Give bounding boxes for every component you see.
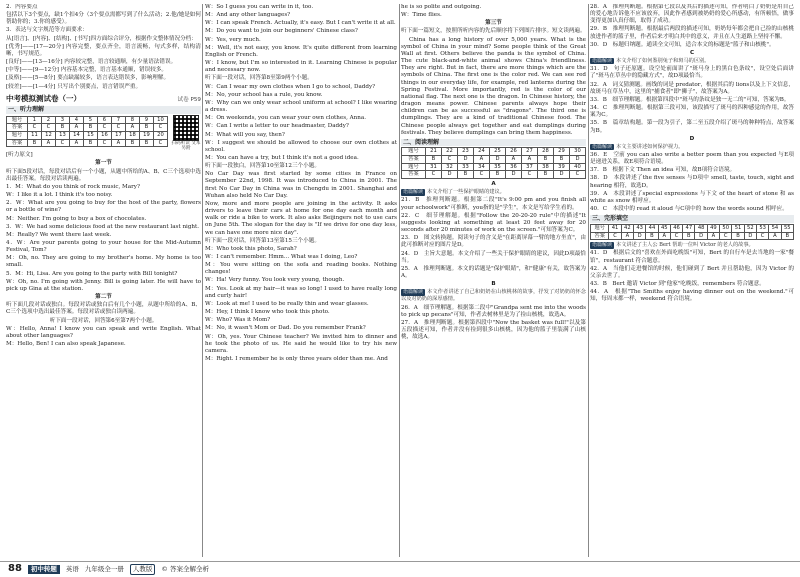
answer-cell: B [139,139,153,147]
answer-cell: 8 [125,116,139,124]
dialogue-line: No Car Day was first started by some cities in France on September 22nd, 1998. It was introduced to China in 2001. The first No Car Day in China was in Chengdu in 2001. Shanghai and Wuhan also held No Car Day. [205,171,397,199]
page-footer [0,561,800,577]
rubric-line: [良好]——[13—16分] 内容较完整，语言较通顺，有少量语法错误。 [6,59,177,66]
answer-cell: A [473,156,489,164]
answer-cell: 19 [139,131,153,139]
answer-cell: A [69,124,83,132]
dialogue-line: W：Oh, yes. Your Chinese teacher? We invited him to dinner and he took the photo of us. He said he would like to try his new camera. [205,333,397,354]
answer-cell: 40 [569,163,585,171]
table-row [7,116,168,124]
answer-cell: 7 [111,116,125,124]
section-1-desc: 听下面5段对话，每段对话后有一个小题，从题中所给的A、B、C三个选项中选出最佳答案。每段对话读两遍。 [6,168,201,182]
answer-cell: C [153,124,167,132]
answer-cell: A [769,232,781,240]
answer-cell: 52 [744,224,756,232]
answer-explanation: 41．D 根据后文的"喜欢在外面吃晚饭"可知，Bert 的自行车是去当地的一家"餐馆"，restaurant 符合题意。 [590,250,794,264]
test-title-row [6,94,201,104]
answer-cell: A [41,139,55,147]
answer-cell: 23 [457,148,473,156]
dialogue-line: Now, more and more people are joining in the activity. It asks drivers to leave their cars at home for one day each month and walk or ride a bike to work. It also asks Beijingers not to use cars on June 5th. The slogan for the day is "If we drive for one day less, we can have one more nice day". [205,200,397,236]
answer-cell: B [732,232,744,240]
section-3-label: 第三节 [485,20,502,27]
answer-cell: 38 [537,163,553,171]
answer-cell: 44 [646,224,658,232]
rubric-line: [较差]——[1—4分] 只写出个别要点，语言错误严重。 [6,83,142,90]
answer-cell: A [69,139,83,147]
answer-cell: B [457,171,473,179]
dialogue-line: 5．M：Hi, Lisa. Are you going to the party with Bill tonight? [6,270,178,277]
answer-cell: 28 [537,148,553,156]
answer-cell: C [441,156,457,164]
rubric-line: 包括以下3个要点，缺1个扣4分（3个要点需都写到了什么活动；2.他/她是如何帮助你的；3.你的感受）。 [6,12,201,26]
answer-explanation: 37．B 根据下文 Then an idea 可知，故B项符合语境。 [590,167,736,174]
dialogue-line: M：Oh, no. They are going to my brother's home. My home is too small. [6,255,201,269]
rubric-line: 3．表达与文字规范等方面要求： [6,27,88,34]
answer-cell: C [473,171,489,179]
answer-explanation: 31．D 句子还原题。设空处前面讲了"斑马身上的黑白色条纹"，设空处后面讲了"斑马在草丛中的隐藏方式"，故D项最恰当。 [590,66,794,80]
section-heading-reading: 二、阅读理解 [401,139,586,147]
column-divider [202,4,203,557]
answer-cell: 39 [553,163,569,171]
answer-explanation: 36．E 空前 you can also write a better poem than you expected 与E项是递进关系，故E项符合语境。 [590,151,794,166]
footer-note: © 答案全解全析 [161,565,209,574]
answer-table-listening [6,116,168,148]
row-header-cell: 题号 [402,163,426,171]
answer-explanation: 39．A 本段讲述了special expressions 与下文 of the heart of stone 和 as white as snow 相呼应。 [590,190,794,204]
answer-cell: 5 [83,116,97,124]
row-header-cell: 题号 [7,116,28,124]
column-3 [401,4,586,557]
qr-code-icon[interactable] [173,115,199,141]
passage-a-intro: 本文介绍了一些保护眼睛的建议。 [427,189,505,196]
column-1 [6,4,201,557]
section-2-sub: 听下面一段对话，回答第6至第7两个小题。 [49,317,158,324]
answer-cell: A [125,124,139,132]
dialogue-line: 3．W：We had some delicious food at the new restaurant last night. [6,223,200,230]
dialogue-line: W：I like it a lot. I think it's too noisy. [6,192,113,199]
answer-cell: 47 [683,224,695,232]
cloze-intro: 本文讲述了主人公 Bert 帮助一位叫 Victor 的老人的故事。 [616,242,754,249]
passage-c-label: C [689,49,695,56]
grade-label: 九年级全一册 [84,565,124,574]
listening-passage: China has a long history of over 5,000 years. What is the symbol of China in your mind? Some people think of the Great Wall at first. Others believe the panda is the symbol of China. The cute black-and-white animal shows China's friendliness. They are right. But in fact, there are more things which are the symbols of China. The first one is the color red. We can see red things in our everyday life, for example, red lanterns during the Spring Festival. More importantly, red is the color of our national flag. The next one is the dragon. In Chinese history, the dragon means power. Chinese parents always hope their children can be as successful as "dragons". The third one is dumplings. They are a kind of traditional Chinese food. The Chinese people always get together and eat dumplings during festivals. They believe dumplings can bring them happiness. [401,36,586,136]
answer-cell: D [457,156,473,164]
passage-b-label: B [491,281,496,288]
brand-badge: 初中转题 [28,565,60,573]
answer-cell: 48 [695,224,707,232]
analysis-tag: 语篇解读 [592,143,613,150]
answer-cell: B [537,156,553,164]
answer-cell: 2 [41,116,55,124]
script-label: [听力原文] [6,152,33,159]
answer-cell: 24 [473,148,489,156]
edition-label: 人教版 [130,564,156,574]
dialogue-line: W：Look at me! I used to be really thin and wear glasses. [205,300,369,307]
row-header-cell: 答案 [7,124,28,132]
answer-cell: 6 [97,116,111,124]
section-heading-cloze: 三、完形填空 [590,215,794,223]
answer-cell: 49 [707,224,719,232]
analysis-tag: 语篇解读 [403,289,424,296]
table-row [402,156,586,164]
test-page-ref: 试卷 P59 [177,96,201,103]
answer-cell: B [83,124,97,132]
dialogue-line: W：So I guess you can write in it, too. [205,4,314,10]
answer-cell: C [97,124,111,132]
answer-cell: C [670,232,682,240]
table-row [7,139,168,147]
table-row [591,232,794,240]
answer-explanation: 26．A 细节理解题。根据第二段中"Grandpa sent me into the woods to pick up pecans"可知，作者去树林里是为了捡山核桃，故选A。 [401,304,586,318]
analysis-tag: 语篇解读 [403,189,424,196]
answer-explanation: 28．A 推理判断题。根据第七段以及其后的描述可知，作者明白了奶奶是用自己的爱心地告诉他不应该放弃，因此作者感到被奶奶的爱心所感动，有所顿悟，做事变得更加认真仔细，取得了成功。 [590,4,794,25]
answer-cell: 27 [521,148,537,156]
answer-cell: 43 [634,224,646,232]
dialogue-line: M：No, it wasn't Mom or Dad. Do you remember Frank? [205,325,366,332]
passage-a-label: A [491,181,496,188]
rubric-line: [中等]——[9—12分] 内容基本完整，语言基本通顺，错误较多。 [6,67,168,74]
answer-explanation: 40．C 本段中的 read it aloud 与C项中的 how the words sound 相呼应。 [590,206,788,213]
answer-cell: 10 [153,116,167,124]
answer-cell: 4 [69,116,83,124]
answer-cell: C [55,139,69,147]
answer-cell: 35 [489,163,505,171]
answer-explanations [401,197,586,280]
section-2-label: 第二节 [95,294,112,301]
answer-cell: 15 [83,131,97,139]
answer-cell: B [489,171,505,179]
dialogue-line: M：And any other languages? [205,12,291,19]
answer-cell: 31 [425,163,441,171]
answer-cell: D [634,232,646,240]
answer-cell: 51 [732,224,744,232]
answer-explanation: 29．B 推理判断题。根据最后两段的描述可知，奶奶每年都会把自己捡的山核桃放进作者的篮子里，作者后来才明白其中的意义，并且在人生道路上坚持不懈。 [590,26,794,40]
dialogue-line: W：Why can we only wear school uniform at school? I like wearing a dress. [205,99,397,114]
dialogue-line: M：Neither. I'm going to buy a box of chocolates. [6,215,147,222]
answer-cell: B [27,139,41,147]
answer-cell: 34 [473,163,489,171]
answer-explanation: 43．B Bert 邀请 Victor 到"他家"吃晚饭，remembers 符合题意。 [590,280,765,287]
rubric-line: 2．内容要点 [6,4,38,10]
answer-cell: C [720,232,732,240]
subject-label: 英语 [65,565,79,574]
answer-explanations [590,250,794,303]
answer-cell: 12 [41,131,55,139]
answer-cell: A [111,139,125,147]
answer-cell: 46 [670,224,682,232]
dialogue-line: W：Hello, Anna! I know you can speak and write English. What about other languages? [6,325,201,339]
dialogue-line: M：Yes. Look at my hair—it was so long! I used to have really long and curly hair! [205,285,397,299]
table-row [402,163,586,171]
answer-explanation: 24．D 主旨大意题。本文介绍了一些关于保护眼睛的建议，因此D项最恰当。 [401,250,586,264]
qr-caption: 扫码听读 文本另附 [171,140,201,152]
section-2-desc: 听下面几段对话或独白。每段对话或独白后有几个小题，从题中所给的A、B、C三个选项中选出最佳答案。每段对话或独白读两遍。 [6,302,201,316]
answer-cell: B [83,139,97,147]
answer-cell: A [707,232,719,240]
answer-cell: 1 [27,116,41,124]
answer-cell: C [111,124,125,132]
answer-cell: B [425,156,441,164]
dialogue-line: W：Can I write a letter to our headmaster, Daddy? [205,123,349,130]
dialogue-line: W：I suggest we should be allowed to choose our own clothes at school. [205,139,397,153]
answer-cell: 22 [441,148,457,156]
column-divider [399,4,400,557]
analysis-tag: 语篇解读 [592,58,613,65]
dialogue-line: M：Do you want to join our beginners' Chinese class? [205,28,358,35]
answer-cell: A [658,232,670,240]
dialogue-line: W：Yes, very much. [205,36,261,43]
dialogue-line: W：Who? Was it Mom? [205,317,271,324]
answer-cell: 45 [658,224,670,232]
dialogue-line: M：You were sitting on the sofa and reading books. Nothing changes! [205,262,397,276]
answer-explanation: 25．A 推理判断题。本文的话题是"保护眼睛"，和"健康"有关，故答案为A。 [401,265,586,279]
answer-cell: C [41,124,55,132]
answer-cell: 29 [553,148,569,156]
answer-cell: 55 [781,224,793,232]
writing-rubric [6,4,201,91]
answer-table-reading [401,147,586,179]
answer-cell: 41 [609,224,621,232]
answer-cell: D [441,171,457,179]
dialogue-line: M：Right. I remember he is only three years older than me. And [205,356,388,363]
answer-cell: 54 [769,224,781,232]
dialogue-line: W：I know, but I'm so interested in it. Learning Chinese is popular and necessary now. [205,60,397,74]
answer-cell: D [505,171,521,179]
answer-cell: B [125,139,139,147]
row-header-cell: 答案 [591,232,609,240]
rubric-line: [优秀]——[17—20分] 内容完整，要点齐全，语言流畅，句式多样，结构清晰，书写规范。 [6,43,201,57]
answer-explanation: 35．B 篇章结构题。第一段为引子，第二至五段介绍了斑马的种种特点，故答案为B。 [590,120,794,134]
dialogue-line: M：Well, it's not easy, you know. It's quite different from learning English or French. [205,44,397,58]
answer-cell: C [27,124,41,132]
test-title: 中考模拟测试卷（一） [6,93,81,103]
answer-cell: D [553,171,569,179]
answer-cell: 37 [521,163,537,171]
dialogue-line: M：Really? We went there last week. [6,231,112,238]
dialogue-line: W：Time flies. [401,12,442,19]
answer-cell: D [569,156,585,164]
answer-explanations [401,305,586,342]
row-header-cell: 答案 [402,156,426,164]
passage-c-intro: 本文介绍了如何鉴别兔子和斑马的区别。 [616,58,710,65]
column-2 [205,4,397,557]
answer-cell: 17 [111,131,125,139]
row-header-cell: 题号 [591,224,609,232]
answer-cell: A [621,232,633,240]
answer-cell: B [537,171,553,179]
answer-explanation: 34．C 推理判断题。根据第三段可知，该段描写了斑马的四种感觉的作用，故答案为C。 [590,105,794,119]
answer-cell: 20 [153,131,167,139]
answer-table-cloze [590,224,794,240]
answer-cell: 42 [621,224,633,232]
answer-cell: D [744,232,756,240]
analysis-tag: 语篇解读 [592,242,613,249]
dialogue-line: M：On weekends, you can wear your own clothes, Anna. [205,115,367,122]
column-4 [590,4,794,557]
dialogue-line: 听下面一段独白，回答第10至第12三个小题。 [205,163,320,170]
answer-cell: B [55,124,69,132]
dialogue-line: 听下面一段对话，回答第8至第9两个小题。 [205,75,313,82]
dialogue-line: W：Ha! Very funny. You look very young, though. [205,277,345,284]
passage-d-label: D [689,135,695,142]
answer-explanation: 42．A 当他们走进餐馆的时候，他们碰到了 Bert 并且帮助他，因为 Victor 的父亲去世了。 [590,265,794,279]
answer-cell: 53 [756,224,768,232]
answer-cell: 33 [457,163,473,171]
answer-cell: A [521,156,537,164]
answer-cell: B [139,124,153,132]
table-row [402,171,586,179]
answer-cell: 3 [55,116,69,124]
answer-cell: B [683,232,695,240]
passage-d-intro: 本文主要讲述如何保护视力。 [616,143,684,150]
dialogue-list [401,4,586,19]
dialogue-line: W：I can't remember. Hmm... What was I doing, Leo? [205,254,358,260]
section-3-desc: 听下面一篇短文，按照所听内容的先后顺序将下列图片排序。短文读两遍。 [401,28,586,35]
table-row [591,224,794,232]
table-row [7,124,168,132]
answer-explanation: 44．A 根据"The Smiths enjoy having dinner out on the weekend."可知，每周末都一样，weekend 符合语境。 [590,289,794,303]
answer-cell: 21 [425,148,441,156]
answer-cell: 9 [139,116,153,124]
answer-explanations [590,152,794,213]
answer-cell: 16 [97,131,111,139]
answer-explanation: 21．B 推理判断题。根据第二段"It's 9:00 pm and you finish all your schoolwork"可推断，you指的是"学生"，本文是写给学生看的。 [401,197,586,211]
answer-cell: C [756,232,768,240]
answer-cell: 26 [505,148,521,156]
answer-cell: D [695,232,707,240]
page-number: 88 [8,563,22,575]
dialogue-line: 4．W：Are your parents going to your house for the Mid-Autumn Festival, Tom? [6,240,201,254]
answer-cell: 50 [720,224,732,232]
row-header-cell: 题号 [7,131,28,139]
row-header-cell: 答案 [402,171,426,179]
answer-cell: 36 [505,163,521,171]
answer-explanations [590,66,794,134]
dialogue-line: 听下面一段对话，回答第13至第15三个小题。 [205,237,320,244]
dialogue-line: M：No, your school has a rule, you know. [205,91,323,98]
dialogue-list [205,4,397,363]
answer-explanation: 22．C 细节理解题。根据"Follow the 20-20-20 rule"中的描述"It suggests looking at something at least 20 feet away for 20 seconds after 20 minutes of work on the screen."可知答案为C。 [401,212,586,234]
column-divider [588,4,589,557]
answer-cell: 14 [69,131,83,139]
row-header-cell: 答案 [7,139,28,147]
answer-explanation: 38．D 本段讲述了the five senses 与D项中 smell, taste, touch, sight and hearing 相符，故选D。 [590,175,794,189]
dialogue-line: M：You can have a try, but I think it's not a good idea. [205,154,359,161]
answer-cell: 18 [125,131,139,139]
rubric-line: 从[语言]、[内容]、[结构]、[书写]四方面综合评分，根据作文整体情况分档： [6,35,197,42]
answer-cell: 32 [441,163,457,171]
answer-cell: B [646,232,658,240]
answer-explanations [590,4,794,49]
section-1-label: 第一节 [95,160,112,167]
answer-explanation: 27．A 推理判断题。根据第四段中"Now the basket was full!"以及第五段描述可知，作者并没有捡到很多山核桃，因为他的篮子里装满了山核桃，故选A。 [401,319,586,341]
answer-explanation: 30．D 标题归纳题。通读全文可知，适合本文的标题是"篮子和山核桃"。 [590,41,775,48]
dialogue-line: M：Hello, Ben! I can also speak Japanese. [6,341,126,348]
dialogue-line: M：Hey, I think I know who took this photo. [205,309,330,316]
section-heading-listening: 一、听力理解 [6,106,201,114]
dialogue-line: W：Oh, no. I'm going with Jenny. Bill is going later. He will have to pick up Gina at the station. [6,278,201,292]
answer-cell: B [553,156,569,164]
passage-b-intro: 本文作者讲述了自己和奶奶在山核桃林的故事，抒发了对奶奶的怀念以及对奶奶的深厚感情。 [401,289,586,303]
answer-explanation: 33．B 细节理解题。根据第四段中"斑马的条纹是独一无二的"可知，答案为B。 [590,96,790,103]
dialogue-line: he is so polite and outgoing. [401,4,482,10]
answer-cell: 13 [55,131,69,139]
table-row [7,131,168,139]
table-row [402,148,586,156]
dialogue-list [6,184,201,293]
dialogue-line: M：Who took this photo, Sarah? [205,245,297,252]
dialogue-line: W：I can speak French. Actually, it's easy. But I can't write it at all. [205,20,396,27]
answer-cell: C [521,171,537,179]
dialogue-line: 1．M：What do you think of rock music, Mary? [6,183,140,190]
row-header-cell: 题号 [402,148,426,156]
answer-cell: C [425,171,441,179]
answer-explanation: 23．D 图文转换题。阅读句子的含义是"在距离屏幕一臂的地方坐直"，由此可推断对应的图片是D。 [401,235,586,249]
dialogue-line: W：Can I wear my own clothes when I go to school, Daddy? [205,83,376,90]
answer-cell: 30 [569,148,585,156]
answer-cell: A [505,156,521,164]
answer-cell: 25 [489,148,505,156]
answer-cell: B [781,232,793,240]
dialogue-list [6,326,201,348]
answer-cell: C [153,139,167,147]
answer-cell: D [489,156,505,164]
answer-explanation: 32．A 词义猜测题。画线的词是 predator，根据其后的 lions以及上下文信息，故斑马在草丛中，这里的"捕食者"即"狮子"，故答案为A。 [590,81,794,95]
dialogue-line: 2．W：What are you going to buy for the host of the party, flowers or a bottle of wine? [6,200,201,214]
rubric-line: [及格]——[5—8分] 要点缺漏较多，语言表达错误多，影响理解。 [6,75,170,82]
answer-cell: C [569,171,585,179]
answer-cell: C [97,139,111,147]
dialogue-line: M：What will you say, then? [205,131,285,138]
answer-cell: C [609,232,621,240]
answer-cell: 11 [27,131,41,139]
